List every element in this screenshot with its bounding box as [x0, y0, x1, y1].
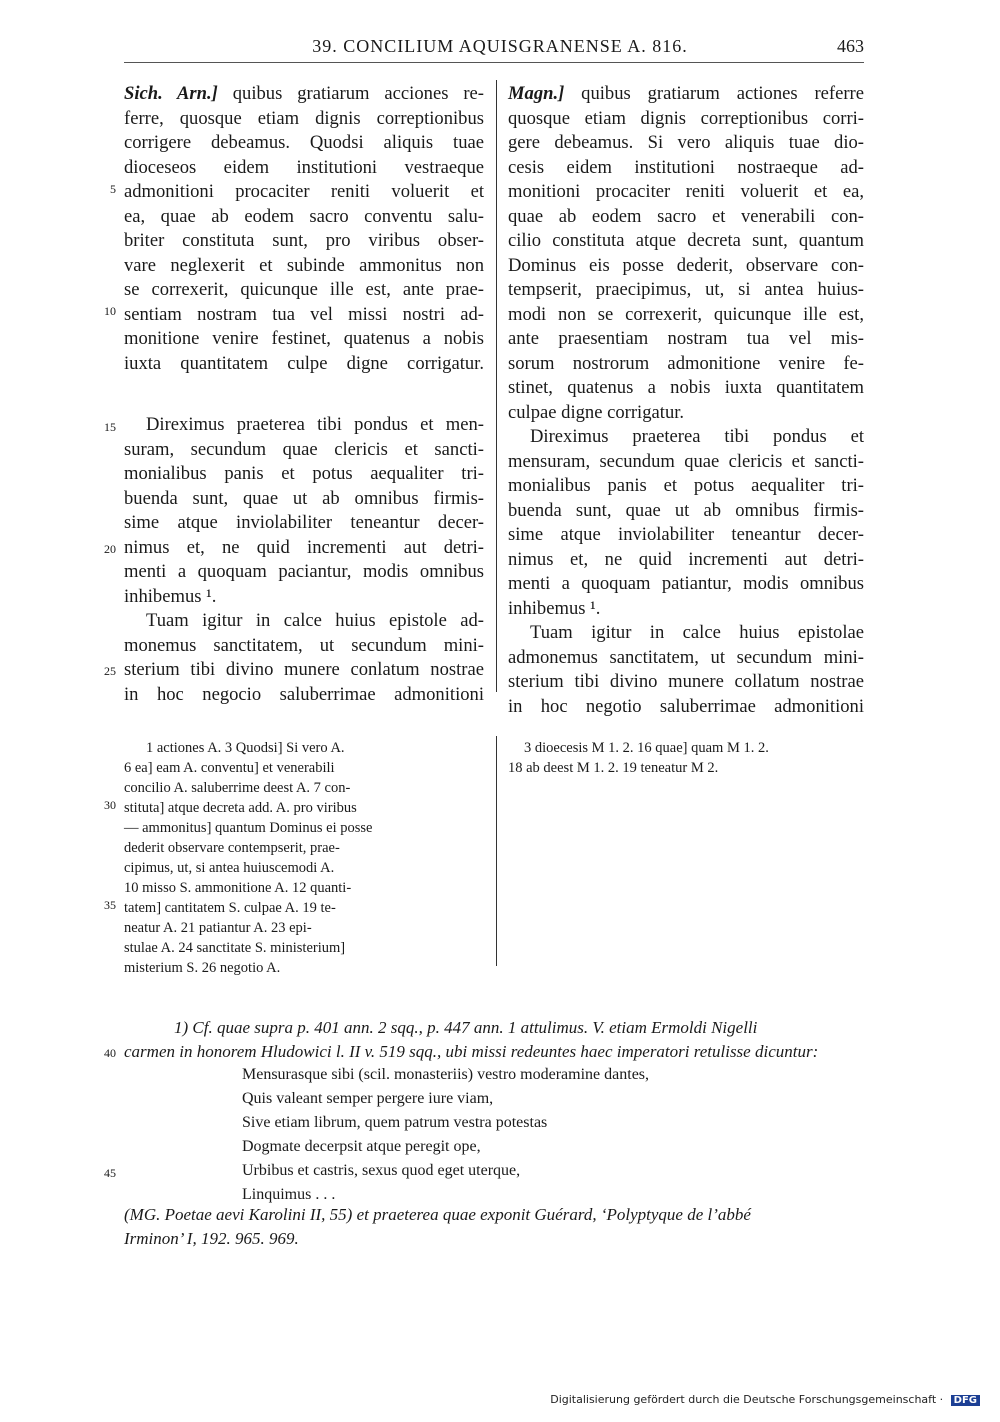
text-line: buenda sunt, quae ut ab omnibus firmis- [124, 487, 484, 509]
apparatus-line: dederit observare contempserit, prae- [124, 840, 340, 856]
apparatus-line: tatem] cantitatem S. culpae A. 19 te- [124, 900, 336, 916]
text-line-content: quibus gratiarum actiones referre [581, 83, 864, 104]
footnote-verse [242, 1063, 649, 1207]
text-line: admonitioni procaciter reniti voluerit et [124, 181, 484, 202]
running-head: 39. CONCILIUM AQUISGRANENSE A. 816. [312, 36, 688, 56]
text-line: nimus et, ne quid incrementi aut detri- [508, 548, 864, 570]
text-line: Tuam igitur in calce huius epistolae [530, 622, 864, 643]
column-divider [496, 80, 497, 692]
text-line [124, 82, 484, 107]
apparatus-line: 6 ea] eam A. conventu] et venerabili [124, 760, 335, 776]
text-line: buenda sunt, quae ut ab omnibus firmis- [508, 499, 864, 521]
text-line: Tuam igitur in calce huius epistole ad- [146, 610, 484, 631]
apparatus-line: 3 dioecesis M 1. 2. 16 quae] quam M 1. 2. [524, 740, 769, 756]
apparatus-line: concilio A. saluberrime deest A. 7 con- [124, 780, 351, 796]
text-line: suram, secundum quae clericis et sancti- [124, 438, 484, 460]
text-line: monialibus panis et potus aequaliter tri- [508, 475, 864, 496]
apparatus-line: 18 ab deest M 1. 2. 19 teneatur M 2. [508, 760, 719, 776]
text-line: sime atque inviolabiliter teneantur decer- [124, 512, 484, 533]
text-line: ferre, quosque etiam dignis correptionibus [124, 107, 484, 129]
text-line: gere debeamus. Si vero aliquis tuae dio- [508, 132, 864, 153]
text-line: tempserit, praecipimus, ut, si antea huius- [508, 279, 864, 300]
text-line: stinet, quatenus a nobis iuxta quantitatem [508, 377, 864, 398]
text-line: monitione venire festinet, quatenus a nobis [124, 328, 484, 349]
line-number: 30 [104, 798, 116, 812]
text-line: sterium tibi divino munere conlatum nostrae [124, 659, 484, 680]
line-number: 5 [110, 182, 116, 196]
verse-line: Linquimus . . . [242, 1186, 336, 1203]
verse-line: Mensurasque sibi (scil. monasteriis) vestro moderamine dantes, [242, 1066, 650, 1083]
text-line: ea, quae ab eodem sacro conventu salu- [124, 205, 484, 227]
line-number: 25 [104, 664, 116, 678]
text-line [508, 82, 864, 107]
text-line: Dominus eis posse dederit, observare con- [508, 254, 864, 276]
dfg-credit-text: Digitalisierung gefördert durch die Deutsche Forschungsgemeinschaft [550, 1393, 937, 1406]
text-line: inhibemus ¹. [124, 585, 217, 607]
text-line: briter constituta sunt, pro viribus obser- [124, 230, 484, 251]
apparatus-line: — ammonitus] quantum Dominus ei posse [124, 820, 373, 836]
line-number: 10 [104, 304, 116, 318]
siglum-left: Sich. Arn.] [124, 83, 218, 104]
text-line: menti a quoquam paciantur, modis omnibus [124, 561, 484, 582]
footnote-closing [124, 1203, 864, 1251]
text-line: inhibemus ¹. [508, 597, 601, 619]
apparatus-line: misterium S. 26 negotio A. [124, 960, 281, 976]
footnote-line: (MG. Poetae aevi Karolini II, 55) et praeterea quae exponit Guérard, ‘Polyptyque de l’abbé [124, 1205, 751, 1224]
footnote-line: Irminon’ I, 192. 965. 969. [124, 1229, 299, 1248]
text-line: sentiam nostram tua vel missi nostri ad- [124, 303, 484, 325]
dfg-credit: Digitalisierung gefördert durch die Deutsche Forschungsgemeinschaft · DFG [550, 1393, 980, 1406]
text-line: vare neglexerit et subinde ammonitus non [124, 254, 484, 276]
apparatus-divider [496, 736, 497, 966]
page-number: 463 [837, 36, 864, 56]
apparatus-line: 1 actiones A. 3 Quodsi] Si vero A. [146, 740, 345, 756]
dfg-logo: DFG [951, 1395, 980, 1406]
verse-line: Sive etiam librum, quem patrum vestra potestas [242, 1114, 548, 1131]
text-line: admonemus sanctitatem, ut secundum mini- [508, 646, 864, 668]
line-number: 20 [104, 542, 116, 556]
text-line: menti a quoquam patiantur, modis omnibus [508, 573, 864, 594]
text-line: quae ab eodem sacro et venerabili con- [508, 205, 864, 227]
text-line: cesis eidem institutioni nostraeque ad- [508, 156, 864, 178]
text-line: dioceseos eidem institutioni vestraeque [124, 156, 484, 178]
line-number: 45 [104, 1166, 116, 1180]
text-line: mensuram, secundum quae clericis et sancti- [508, 450, 864, 472]
header-rule [124, 62, 864, 63]
text-line: iuxta quantitatem culpe digne corrigatur. [124, 352, 484, 374]
text-line: quosque etiam dignis correptionibus corri- [508, 107, 864, 129]
apparatus-line: stituta] atque decreta add. A. pro viribus [124, 800, 357, 816]
critical-apparatus-right [508, 738, 868, 778]
text-line: culpae digne corrigatur. [508, 401, 685, 423]
verse-line: Dogmate decerpsit atque peregit ope, [242, 1138, 481, 1155]
verse-line: Urbibus et castris, sexus quod eget uterque, [242, 1162, 521, 1179]
line-number: 40 [104, 1046, 116, 1060]
apparatus-line: cipimus, ut, si antea huiuscemodi A. [124, 860, 335, 876]
text-line: corrigere debeamus. Quodsi aliquis tuae [124, 132, 484, 153]
right-column [508, 82, 864, 719]
text-line: in hoc negotio saluberrimae admonitioni [508, 695, 864, 717]
text-line: cilio constituta atque decreta sunt, quantum [508, 230, 864, 251]
apparatus-line: neatur A. 21 patiantur A. 23 epi- [124, 920, 312, 936]
text-line: Direximus praeterea tibi pondus et [530, 426, 864, 447]
text-line-content: quibus gratiarum acciones re- [232, 83, 484, 104]
text-line: monemus sanctitatem, ut secundum mini- [124, 634, 484, 656]
line-number: 15 [104, 420, 116, 434]
text-line: sime atque inviolabiliter teneantur decer- [508, 524, 864, 545]
apparatus-line: stulae A. 24 sanctitate S. ministerium] [124, 940, 346, 956]
verse-line: Quis valeant semper pergere iure viam, [242, 1090, 494, 1107]
left-column-part1 [124, 82, 484, 376]
left-column-part2 [124, 413, 484, 707]
footnote-line: 1) Cf. quae supra p. 401 ann. 2 sqq., p. 447 ann. 1 attulimus. V. etiam Ermoldi Nigelli [174, 1018, 758, 1037]
text-line: monialibus panis et potus aequaliter tri- [124, 463, 484, 484]
text-line: Direximus praeterea tibi pondus et men- [146, 414, 484, 435]
line-number: 35 [104, 898, 116, 912]
text-line: sorum nostrorum admonitione venire fe- [508, 352, 864, 374]
apparatus-line: 10 misso S. ammonitione A. 12 quanti- [124, 880, 352, 896]
text-line: nimus et, ne quid incrementi aut detri- [124, 536, 484, 558]
text-line: ante praesentiam nostram tua vel mis- [508, 328, 864, 349]
critical-apparatus-left [124, 738, 486, 978]
footnote [124, 1016, 864, 1064]
text-line: sterium tibi divino munere collatum nostrae [508, 671, 864, 692]
text-line: in hoc negocio saluberrimae admonitioni [124, 683, 484, 705]
footnote-line: carmen in honorem Hludowici l. II v. 519 sqq., ubi missi redeuntes haec imperatori retulisse dicuntur: [124, 1042, 819, 1061]
text-line: modi non se correxerit, quicunque ille est, [508, 303, 864, 325]
text-line: se correxerit, quicunque ille est, ante prae- [124, 279, 484, 300]
siglum-right: Magn.] [508, 83, 565, 104]
text-line: monitioni procaciter reniti voluerit et ea, [508, 181, 864, 202]
